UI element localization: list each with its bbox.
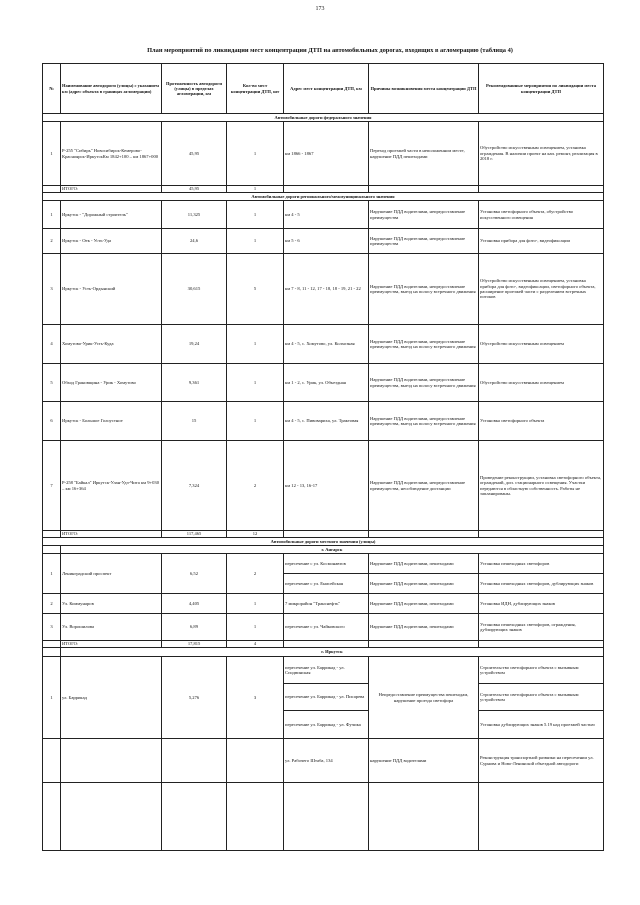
section-federal: Автомобильные дороги федерального значения [43,114,604,122]
spot-cause: Нарушение ПДД водителями, пешеходами [369,614,479,641]
section-row [43,538,604,546]
road-name: Обход Грановщина - Урик - Хомутово [61,364,162,402]
spot-cause: нарушение ПДД водителями [369,739,479,783]
total-length: 117,465 [162,531,227,538]
road-name: Р-255 "Сибирь" Новосибирск-Кемерово-Красноярск-ИркутскКм 1842+100 – км 1867+000 [61,122,162,186]
spot-count: 2 [227,441,284,531]
road-length: 5,276 [162,657,227,739]
road-name: Ул. Ворошилова [61,614,162,641]
spot-measure: Установка дублирующих знаков 5.19 над проезжей частью [479,711,604,739]
table-row [43,657,604,684]
spot-address: ул. Рабочего Штаба, 134 [284,739,369,783]
spot-cause: Нарушение ПДД водителями, непредоставление преимущества [369,229,479,254]
spot-measure: Реконструкция транспортной развязки на пересечении ул. Сурнова и Ново-Ленинской объездной автодороги [479,739,604,783]
spot-measure: Установка светофорного объекта, обустройство искусственного освещения [479,201,604,229]
road-name: Иркутск - "Дорожный строитель" [61,201,162,229]
row-num: 1 [43,201,61,229]
spot-measure: Обустройство искусственным освещением, установка прибора для фото-, видеофиксации, светофорного объекта, расширение проезжей части с разделением встречных потоков [479,254,604,325]
row-num: 6 [43,402,61,441]
spot-measure: Установка пешеходных светофоров, дублирующих знаков [479,574,604,594]
header-road: Наименование автодороги (улицы) с указанием км (адрес объекта в границах агломерации) [61,64,162,114]
total-label: ИТОГО: [61,186,162,193]
table-row [43,364,604,402]
spot-cause: Нарушение ПДД водителями, пешеходами [369,554,479,574]
total-row [43,641,604,648]
section-row [43,114,604,122]
spot-cause: Непредоставление преимущества пешеходам, нарушение проезда светофора [369,657,479,739]
spot-cause: Нарушение ПДД водителями, непредоставление преимущества, выезд на полосу встречного движения [369,325,479,364]
road-length: 6,89 [162,614,227,641]
total-label: ИТОГО: [61,531,162,538]
table-row [43,201,604,229]
total-label: ИТОГО: [61,641,162,648]
spot-address: км 4 - 5, с. Пивовариха, ул. Трактовая [284,402,369,441]
header-num: № [43,64,61,114]
spot-address: пересечение с ул. Чайковского [284,614,369,641]
spot-count: 5 [227,254,284,325]
road-name: ул. Баррикад [61,657,162,739]
road-name: Ленинградский проспект [61,554,162,594]
road-length: 15 [162,402,227,441]
spot-measure: Строительство светофорного объекта с вызывным устройством [479,657,604,684]
road-name: Р-258 "Байкал" Иркутск-Улан-Удэ-Чита км 9+030 – км 16+364 [61,441,162,531]
spot-count: 1 [227,402,284,441]
total-length: 17,815 [162,641,227,648]
spot-measure: Установка прибора для фото-, видеофиксации [479,229,604,254]
spot-cause: Нарушение ПДД водителями, непредоставление преимущества, выезд на полосу встречного движения [369,254,479,325]
spot-address: пересечение с ул. Космонавтов [284,554,369,574]
road-length: 6,52 [162,554,227,594]
road-length: 30,615 [162,254,227,325]
spot-cause: Нарушение ПДД водителями, непредоставление преимущества [369,201,479,229]
header-address: Адрес мест концентрации ДТП, км [284,64,369,114]
road-name: Иркутск - Оек - Усть-Уда [61,229,162,254]
spot-count: 1 [227,594,284,614]
spot-measure: Проведение реконструкции, установка светофорного объекта, ограждений, доп. стационарного освещения. Участки передаются в областную собственность. Работы не запланированы. [479,441,604,531]
row-num: 2 [43,594,61,614]
row-num: 5 [43,364,61,402]
spot-address: км 1866 - 1867 [284,122,369,186]
road-length: 4,405 [162,594,227,614]
spot-address: пересечение с ул. Енисейская [284,574,369,594]
spot-cause: Нарушение ПДД водителями, пешеходами [369,574,479,594]
road-name: Иркутск - Большое Голоустное [61,402,162,441]
plan-table [42,63,604,851]
spot-address: км 1 - 2, с. Урик, ул. Объездная [284,364,369,402]
spot-measure: Установка пешеходных светофоров [479,554,604,574]
city-angarsk: г. Ангарск [61,546,604,554]
table-row [43,554,604,574]
header-count: Кол-во мест концентрации ДТП, шт [227,64,284,114]
spot-address: км 12 - 13, 16-17 [284,441,369,531]
road-length: 45,95 [162,122,227,186]
table-row [43,441,604,531]
road-name: Хомутово-Урик-Усть-Куда [61,325,162,364]
spot-measure: Обустройство искусственным освещением, установка ограждения. В наличии проект на кап. ремонт, реализация в 2018 г. [479,122,604,186]
spot-address: км 4 - 5, с. Хомутово, ул. Колхозная [284,325,369,364]
spot-address: км 7 - 8, 11 - 12, 17 - 18, 18 - 19, 21 - 22 [284,254,369,325]
row-num: 2 [43,229,61,254]
table-row [43,254,604,325]
row-num: 3 [43,254,61,325]
spot-count: 1 [227,122,284,186]
table-row [43,402,604,441]
header-length: Протяженность автодороги (улицы) в пределах агломерации, км [162,64,227,114]
spot-address: пересечение ул. Баррикад - ул. Писарева [284,684,369,711]
page-number: 173 [315,6,325,12]
road-length: 11,325 [162,201,227,229]
spot-measure: Обустройство искусственным освещением [479,364,604,402]
header-measures: Рекомендованные мероприятия по ликвидации места концентрации ДТП [479,64,604,114]
road-name: Ул. Коммунаров [61,594,162,614]
row-num: 1 [43,122,61,186]
spot-cause: Переход проезжей части в неположенном месте, нарушение ПДД пешеходами [369,122,479,186]
row-num: 1 [43,554,61,594]
city-irkutsk: г. Иркутск [61,648,604,657]
document-title: План мероприятий по ликвидации мест концентрации ДТП на автомобильных дорогах, входящих в агломерацию (таблица 4) [147,47,513,54]
road-length: 19,24 [162,325,227,364]
spot-cause: Нарушение ПДД водителями, непредоставление преимущества, выезд на полосу встречного движения [369,364,479,402]
spot-address: пересечение ул. Баррикад - ул. Фучика [284,711,369,739]
spot-address: 7 микрорайон "Транснефть" [284,594,369,614]
spot-count: 1 [227,229,284,254]
spot-count: 1 [227,201,284,229]
total-count: 4 [227,641,284,648]
spot-count: 1 [227,364,284,402]
spot-count: 3 [227,657,284,739]
header-causes: Причины возникновения места концентрации ДТП [369,64,479,114]
table-row [43,122,604,186]
total-row [43,186,604,193]
total-count: 12 [227,531,284,538]
road-length: 7,324 [162,441,227,531]
spot-count: 1 [227,614,284,641]
spot-measure: Установка ИДН, дублирующих знаков [479,594,604,614]
table-row [43,614,604,641]
spot-measure: Установка светофорного объекта [479,402,604,441]
row-num: 7 [43,441,61,531]
table-row [43,229,604,254]
spot-cause: Нарушение ПДД водителями, непредоставление преимущества, несоблюдение дистанции [369,441,479,531]
spot-count: 1 [227,325,284,364]
section-row [43,193,604,201]
road-name: Иркутск - Усть-Ордынский [61,254,162,325]
spot-address: км 4 - 5 [284,201,369,229]
section-local: Автомобильные дороги местного значения (улицы) [43,538,604,546]
row-num: 1 [43,657,61,739]
total-length: 45,95 [162,186,227,193]
section-regional: Автомобильные дороги регионального/межмуниципального значения [43,193,604,201]
city-row [43,648,604,657]
table-row [43,783,604,851]
table-row [43,739,604,783]
total-row [43,531,604,538]
spot-measure: Строительство светофорного объекта с вызывным устройством [479,684,604,711]
spot-cause: Нарушение ПДД водителями, непредоставление преимущества, выезд на полосу встречного движения [369,402,479,441]
road-length: 9,361 [162,364,227,402]
spot-cause: Нарушение ПДД водителями, пешеходами [369,594,479,614]
header-row [43,64,604,114]
spot-address: пересечение ул. Баррикад - ул. Сподвинская [284,657,369,684]
row-num: 3 [43,614,61,641]
city-row [43,546,604,554]
row-num: 4 [43,325,61,364]
spot-count: 2 [227,554,284,594]
total-count: 1 [227,186,284,193]
road-length: 24,6 [162,229,227,254]
spot-measure: Установка пешеходных светофоров, ограждения, дублирующих знаков [479,614,604,641]
spot-address: км 5 - 6 [284,229,369,254]
table-row [43,594,604,614]
table-row [43,325,604,364]
spot-measure: Обустройство искусственным освещением [479,325,604,364]
